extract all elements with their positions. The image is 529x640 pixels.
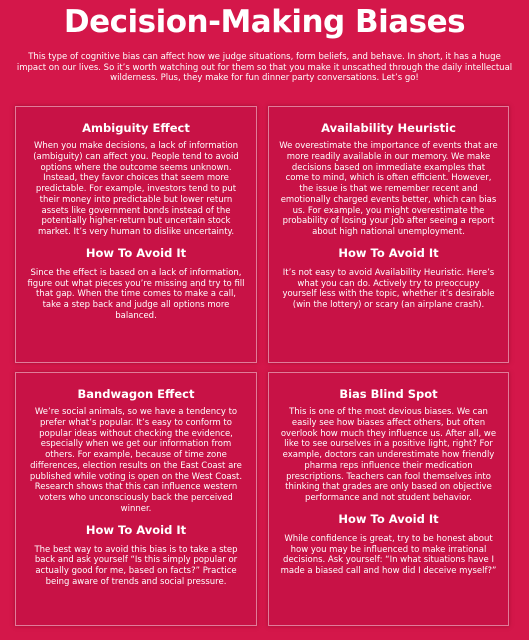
avoid-body: While confidence is great, try to be honest about how you may be influenced to make irrational decisions. Ask yourself: “In what situations have I made a biased call and how did I deceive myself?” [280, 533, 497, 576]
intro-text: This type of cognitive bias can affect how we judge situations, form beliefs, and behave. In short, it has a huge impact on our lives. So it’s worth watching out for them so that you make it unscathed through the daily intellectual wilderness. Plus, they make for fun dinner party conversations. Let’s go! [16, 52, 513, 84]
avoid-heading: How To Avoid It [338, 245, 439, 260]
card-body: When you make decisions, a lack of information (ambiguity) can affect you. People tend to avoid options where the outcome seems unknown. Instead, they favor choices that seem more predictable. For example, investors tend to put their money into predictable but lower return assets like government bonds instead of the potentially higher-return but uncertain stock market. It’s very human to dislike uncertainty. [33, 141, 239, 237]
card-body: This is one of the most devious biases. We can easily see how biases affect others, but often overlook how much they influence us. After all, we like to see ourselves in a positive light, right? For example, doctors can underestimate how friendly pharma reps influence their medication prescriptions. Teachers can fool themselves into thinking that grades are only based on objective performance and not student behavior. [280, 407, 497, 503]
avoid-heading: How To Avoid It [338, 511, 439, 526]
avoid-body: Since the effect is based on a lack of information, figure out what pieces you’re missing and try to fill that gap. When the time comes to make a call, take a step back and judge all options more balanced. [27, 267, 245, 321]
card-title: Availability Heuristic [321, 121, 456, 135]
avoid-heading: How To Avoid It [85, 245, 187, 260]
card-title: Bias Blind Spot [339, 387, 438, 401]
card-title: Ambiguity Effect [82, 121, 190, 135]
card-title: Bandwagon Effect [77, 387, 195, 401]
page-title: Decision-Making Biases [63, 4, 466, 40]
card-bandwagon-effect [15, 372, 257, 626]
avoid-body: It’s not easy to avoid Availability Heuristic. Here’s what you can do. Actively try to preoccupy yourself less with the topic, whether it’s desirable (win the lottery) or scary (an airplane crash). [282, 267, 495, 310]
card-body: We overestimate the importance of events that are more readily available in our memory. We make decisions based on immediate examples that come to mind, which is often efficient. However, the issue is that we remember recent and emotionally charged events better, which can bias us. For example, you might overestimate the probability of losing your job after seeing a report about high national unemployment. [279, 141, 498, 237]
card-availability-heuristic [268, 106, 509, 363]
card-bias-blind-spot [268, 372, 509, 626]
avoid-heading: How To Avoid It [85, 522, 187, 537]
card-body: We’re social animals, so we have a tendency to prefer what’s popular. It’s easy to conform to popular ideas without checking the evidence, especially when we get our information from others. For example, because of time zone differences, election results on the East Coast are published while voting is open on the West Coast. Research shows that this can influence western voters who unconsciously back the perceived winner. [29, 407, 243, 514]
card-ambiguity-effect [15, 106, 257, 363]
avoid-body: The best way to avoid this bias is to take a step back and ask yourself “Is this simply popular or actually good for me, based on facts?” Practice being aware of trends and social pressure. [34, 544, 238, 587]
